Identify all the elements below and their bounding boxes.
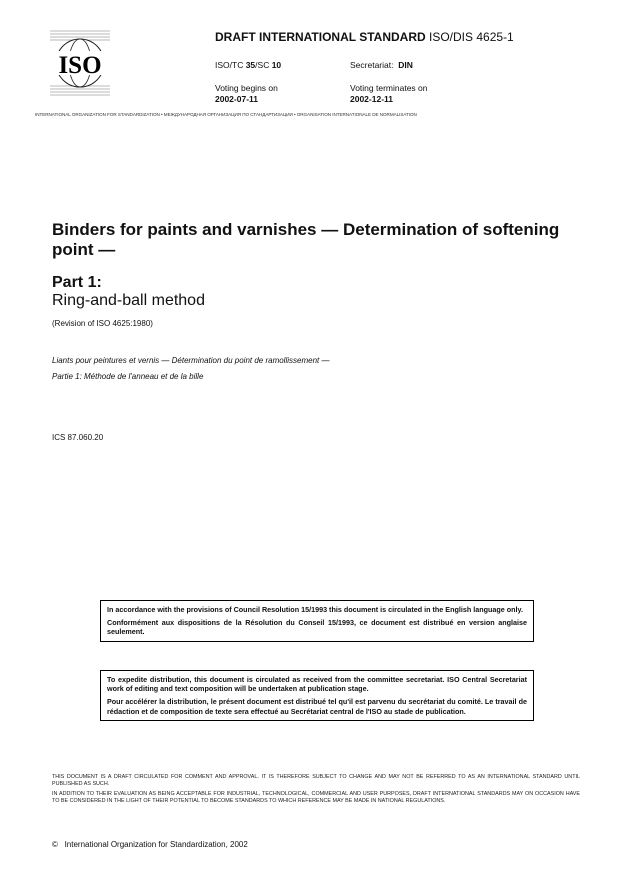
committee-prefix: ISO/TC (215, 60, 246, 70)
committee-mid: /SC (255, 60, 272, 70)
french-title: Liants pour peintures et vernis — Détermination du point de ramollissement — (52, 356, 330, 365)
secretariat (350, 60, 413, 70)
document-title: Binders for paints and varnishes — Determination of softening point — (52, 220, 560, 259)
disclaimer-paragraph: THIS DOCUMENT IS A DRAFT CIRCULATED FOR COMMENT AND APPROVAL. IT IS THEREFORE SUBJECT TO CHANGE AND MAY NOT BE REFERRED TO AS AN INTERNATIONAL STANDARD UNTIL PUBLISHED AS SUCH. (52, 774, 580, 787)
disclaimer-paragraph: IN ADDITION TO THEIR EVALUATION AS BEING ACCEPTABLE FOR INDUSTRIAL, TECHNOLOGICAL, COMMERCIAL AND USER PURPOSES, DRAFT INTERNATIONAL STANDARDS MAY ON OCCASION HAVE TO BE CONSIDERED IN THE LIGHT OF THEIR POTENTIAL TO BECOME STANDARDS TO WHICH REFERENCE MAY BE MADE IN NATIONAL REGULATIONS. (52, 791, 580, 804)
committee-sc: 10 (271, 60, 282, 70)
voting-terminates-label: Voting terminates on (350, 83, 428, 93)
iso-logo (50, 28, 110, 96)
voting-begins-label: Voting begins on (215, 83, 278, 93)
doc-type: DRAFT INTERNATIONAL STANDARD (215, 30, 426, 44)
notice-en: To expedite distribution, this document is circulated as received from the committee secretariat. ISO Central Secretariat work of editing and text composition will be undertaken at publication stage. (107, 675, 527, 694)
voting-begins (215, 83, 278, 105)
part-number: Part 1: (52, 274, 102, 291)
notice-fr: Conformément aux dispositions de la Résolution du Conseil 15/1993, ce document est distribué en version anglaise seulement. (107, 618, 527, 637)
committee (215, 60, 281, 70)
notice-fr: Pour accélérer la distribution, le présent document est distribué tel qu'il est parvenu du secrétariat du comité. Le travail de rédaction et de composition de texte sera effectué au Secrétariat central de l'ISO au stade de publication. (107, 697, 527, 716)
organization-line: INTERNATIONAL ORGANIZATION FOR STANDARDIZATION • МЕЖДУНАРОДНАЯ ОРГАНИЗАЦИЯ ПО СТАНДАРТИЗАЦИИ • ORGANISATION INTERNATIONALE DE NORMALISATION (35, 112, 417, 117)
svg-text:ISO: ISO (58, 52, 102, 79)
document-heading (215, 30, 514, 44)
copyright-text: International Organization for Standardization, 2002 (64, 840, 248, 849)
committee-tc: 35 (245, 60, 256, 70)
disclaimer (52, 774, 580, 808)
voting-terminates (350, 83, 428, 105)
voting-begins-date: 2002-07-11 (215, 94, 259, 104)
voting-terminates-date: 2002-12-11 (350, 94, 394, 104)
language-notice-box (100, 600, 534, 642)
doc-number: ISO/DIS 4625-1 (429, 30, 514, 44)
french-part-title: Partie 1: Méthode de l'anneau et de la bille (52, 372, 204, 381)
ics-code: ICS 87.060.20 (52, 433, 104, 442)
part-title: Ring-and-ball method (52, 292, 205, 309)
distribution-notice-box (100, 670, 534, 721)
copyright-icon: © (52, 840, 58, 849)
notice-en: In accordance with the provisions of Council Resolution 15/1993 this document is circulated in the English language only. (107, 605, 524, 614)
copyright (52, 840, 248, 849)
revision-note: (Revision of ISO 4625:1980) (52, 319, 153, 328)
secretariat-value: DIN (398, 60, 413, 70)
secretariat-label: Secretariat: (350, 60, 394, 70)
